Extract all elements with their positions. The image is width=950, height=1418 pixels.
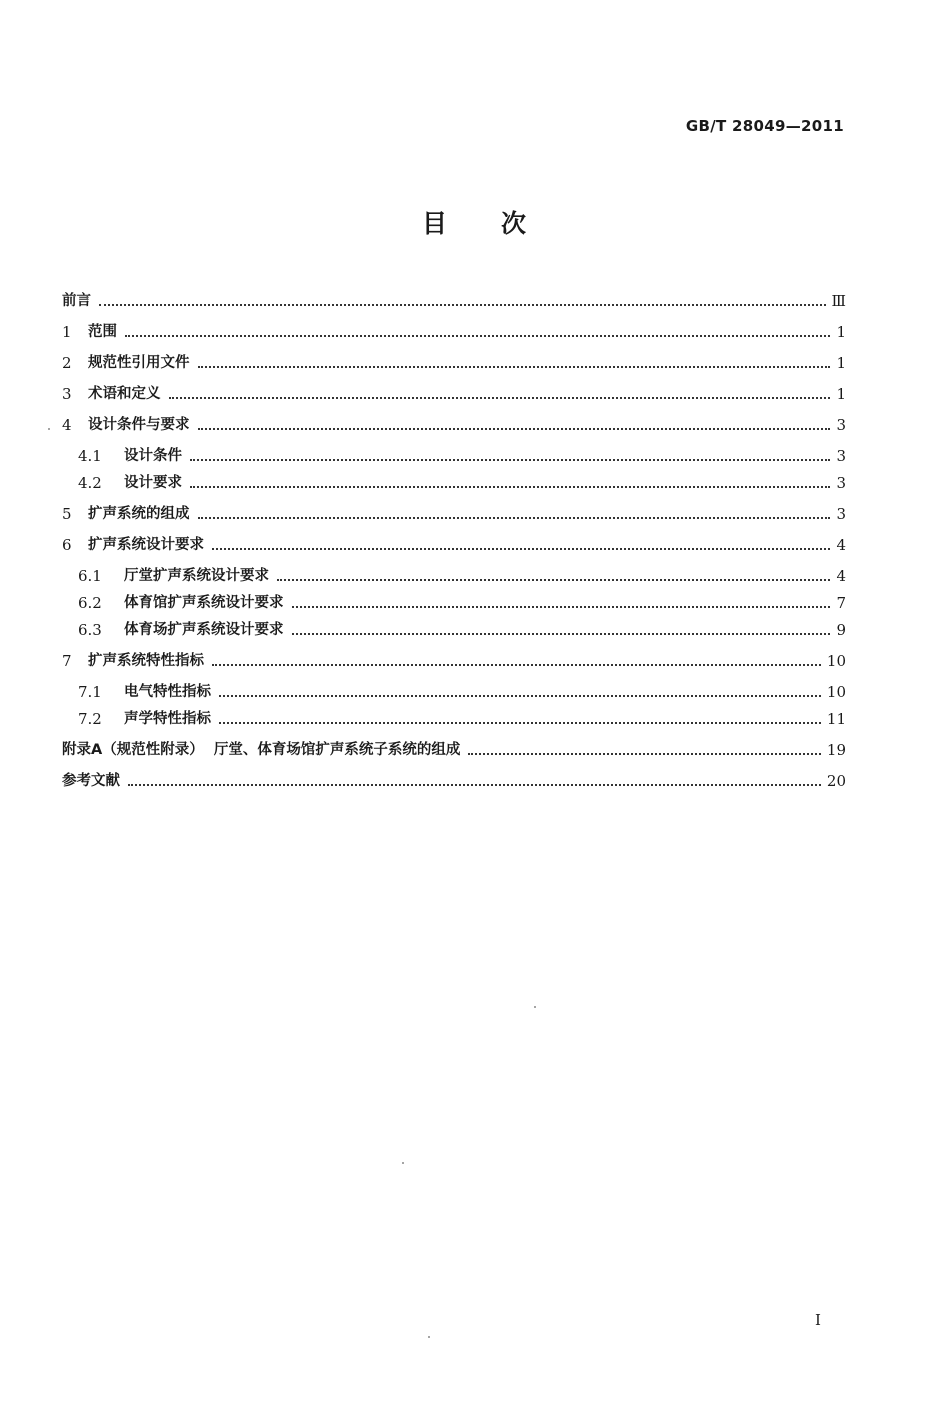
toc-entry-label: 参考文献 xyxy=(62,773,120,789)
toc-page-number: 10 xyxy=(826,683,846,701)
leader-dots xyxy=(128,784,821,786)
leader-dots xyxy=(190,459,830,461)
toc-page-number: 20 xyxy=(826,772,846,790)
toc-entry-label: 声学特性指标 xyxy=(124,711,211,727)
toc-entry-label: 范围 xyxy=(88,324,117,340)
toc-page-number: 7 xyxy=(836,594,846,612)
toc-entry-4[interactable] xyxy=(62,414,846,436)
toc-entry-label: 体育场扩声系统设计要求 xyxy=(124,622,284,638)
leader-dots xyxy=(99,304,826,306)
toc-page-number: 1 xyxy=(836,385,846,403)
leader-dots xyxy=(292,633,831,635)
toc-page-number: 11 xyxy=(826,710,846,728)
toc-entry-6-2[interactable] xyxy=(78,592,846,614)
toc-entry-6[interactable] xyxy=(62,534,846,556)
toc-entry-number: 1 xyxy=(62,323,72,341)
leader-dots xyxy=(219,722,821,724)
toc-entry-label: 附录A（规范性附录） 厅堂、体育场馆扩声系统子系统的组成 xyxy=(62,742,461,758)
toc-entry-number: 4.2 xyxy=(78,474,102,492)
toc-entry-3[interactable] xyxy=(62,383,846,405)
leader-dots xyxy=(212,548,830,550)
leader-dots xyxy=(198,517,831,519)
toc-entry-7-2[interactable] xyxy=(78,708,846,730)
toc-page-number: 3 xyxy=(836,474,846,492)
leader-dots xyxy=(190,486,830,488)
toc-entry-label: 扩声系统的组成 xyxy=(88,506,190,522)
scan-speck xyxy=(48,428,50,430)
leader-dots xyxy=(169,397,831,399)
title-char-2: 次 xyxy=(501,209,529,238)
toc-page-number: 4 xyxy=(836,567,846,585)
toc-entry-number: 3 xyxy=(62,385,72,403)
toc-entry-label: 扩声系统特性指标 xyxy=(88,653,204,669)
toc-page-number: 4 xyxy=(836,536,846,554)
toc-entry-number: 7 xyxy=(62,652,72,670)
toc-entry-label: 设计条件与要求 xyxy=(88,417,190,433)
toc-entry-number: 6.2 xyxy=(78,594,102,612)
leader-dots xyxy=(468,753,821,755)
toc-entry-label: 前言 xyxy=(62,293,91,309)
leader-dots xyxy=(277,579,830,581)
toc-entry-6-3[interactable] xyxy=(78,619,846,641)
toc-entry-label: 规范性引用文件 xyxy=(88,355,190,371)
toc-entry-number: 6.1 xyxy=(78,567,102,585)
leader-dots xyxy=(219,695,821,697)
toc-entry-2[interactable] xyxy=(62,352,846,374)
toc-entry-label: 体育馆扩声系统设计要求 xyxy=(124,595,284,611)
leader-dots xyxy=(212,664,821,666)
toc-entry-label: 设计要求 xyxy=(124,475,182,491)
title-char-1: 目 xyxy=(421,209,449,238)
toc-entry-foreword[interactable] xyxy=(62,290,846,312)
toc-page-number: 19 xyxy=(826,741,846,759)
scan-speck xyxy=(428,1336,430,1338)
toc-entry-6-1[interactable] xyxy=(78,565,846,587)
toc-entry-label: 设计条件 xyxy=(124,448,182,464)
toc-page-number: Ⅲ xyxy=(831,292,846,310)
toc-entry-1[interactable] xyxy=(62,321,846,343)
page-title xyxy=(0,204,950,240)
toc-entry-bibliography[interactable] xyxy=(62,770,846,792)
toc-entry-5[interactable] xyxy=(62,503,846,525)
toc-page-number: 9 xyxy=(836,621,846,639)
toc-entry-number: 6.3 xyxy=(78,621,102,639)
scan-speck xyxy=(402,1162,404,1164)
toc-entry-label: 扩声系统设计要求 xyxy=(88,537,204,553)
toc-entry-annex-a[interactable] xyxy=(62,739,846,761)
toc-entry-7-1[interactable] xyxy=(78,681,846,703)
leader-dots xyxy=(198,366,831,368)
leader-dots xyxy=(198,428,831,430)
toc-page-number: 3 xyxy=(836,416,846,434)
toc-page-number: 1 xyxy=(836,323,846,341)
toc-page-number: 10 xyxy=(826,652,846,670)
leader-dots xyxy=(292,606,831,608)
toc-entry-number: 4.1 xyxy=(78,447,102,465)
leader-dots xyxy=(125,335,830,337)
toc-page-number: 3 xyxy=(836,505,846,523)
toc-entry-number: 4 xyxy=(62,416,72,434)
toc-entry-number: 7.2 xyxy=(78,710,102,728)
scan-speck xyxy=(534,1006,536,1008)
toc-entry-label: 术语和定义 xyxy=(88,386,161,402)
toc-entry-4-1[interactable] xyxy=(78,445,846,467)
standard-code: GB/T 28049—2011 xyxy=(685,117,844,135)
toc-entry-7[interactable] xyxy=(62,650,846,672)
toc-page-number: 3 xyxy=(836,447,846,465)
toc-entry-label: 电气特性指标 xyxy=(124,684,211,700)
toc-entry-number: 5 xyxy=(62,505,72,523)
toc-entry-4-2[interactable] xyxy=(78,472,846,494)
toc-entry-label: 厅堂扩声系统设计要求 xyxy=(124,568,269,584)
toc-entry-number: 6 xyxy=(62,536,72,554)
toc-page-number: 1 xyxy=(836,354,846,372)
toc-entry-number: 2 xyxy=(62,354,72,372)
toc-entry-number: 7.1 xyxy=(78,683,102,701)
page-folio: I xyxy=(815,1311,821,1329)
